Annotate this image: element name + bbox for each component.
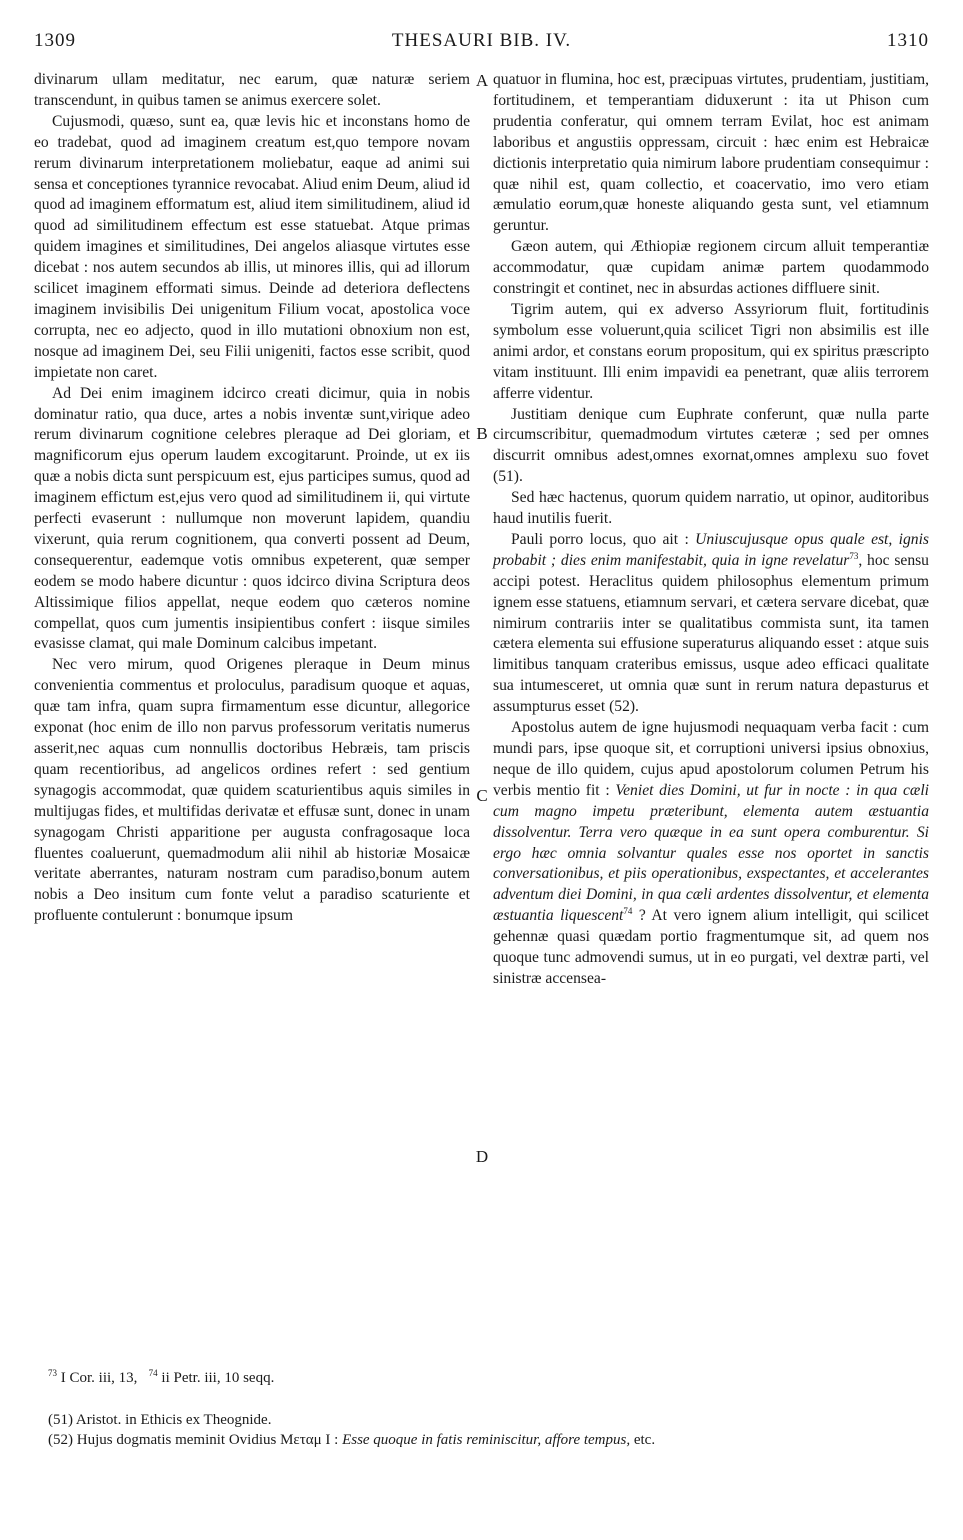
footnote-52 [48,1430,655,1450]
page-number-left: 1309 [34,30,76,51]
page-number-right: 1310 [887,30,929,51]
italic-quote: Uniuscujusque opus quale est, ignis probabit ; dies enim manifestabit, quia in igne revelatur [493,530,929,569]
paragraph: quatuor in flumina, hoc est, præcipuas virtutes, prudentiam, justitiam, fortitudinem, et temperantiam diduxerunt : ita ut Phison cum prudentia conferatur, qui omnem terram Evilat, hoc est animam laboribus et angustiis oppressam, circuit : hæc enim est Hebraicæ dictionis interpretatio quia nimirum labore prudentiam consequimur : quæ nihil est, quam collectio, et coacervatio, imo vero etiam æmulatio eorum,quæ honeste aliquando gesta sunt, vel etiamnum geruntur. [493,71,929,235]
footnote-ref: 73 [849,550,859,561]
editor-footnotes [48,1410,655,1450]
text-run: Pauli porro locus, quo ait : [511,530,696,548]
footnote-text: I Cor. iii, 13, [57,1370,138,1386]
footnote-number: 74 [148,1368,158,1378]
text-run: ? At vero ignem alium intelligit, qui scilicet gehennæ quasi quædam portio fragmentumque sit, ad quem nos quoque tunc admovendi sumus, ut in eo purgati, vel dextræ parti, vel sinistræ accensea- [493,907,929,987]
section-marker-d: D [475,1147,489,1166]
left-column [34,70,470,927]
text-run: (52) Hujus dogmatis meminit Ovidius Μεταμ I : [48,1432,343,1448]
paragraph: Ad Dei enim imaginem idcirco creati dicimur, quia in nobis dominatur ratio, qua duce, artes a nobis inventæ sunt,virique adeo rerum divinarum cognitione celebres pleraque ad Dei gloriam, et magnificorum ejus operum laudem excogitarunt. Proinde, ut ex iis quæ a nobis dicta sunt perspicuum est, ejus participes sumus, quod ad imaginem effictum est,ejus vero quod ad similitudinem ii, qui virtute perfecti evaserunt : nullumque non moverunt lapidem, quandiu vixerunt, quia rerum cognitionem, qua converti possent ad Deum, consequerentur, eademque votis omnibus expeterent, quæ semper eodem se modo habere dicuntur : quos idcirco divina Scriptura deos Altissimique filios appellat, neque eodem quo cæteros nomine compellat, quos cum jumentis insipientibus confert : iisque similes evasisse clamat, qui male Dominum calcibus impetant. [34,384,470,653]
paragraph: Cujusmodi, quæso, sunt ea, quæ levis hic et inconstans homo de eo tradebat, quod ad imaginem creatum est,quo tempore novam rerum divinarum interpretationem moliebatur, eaque ad animi sui sensa et conceptiones tyrannice revocabat. Aliud enim Deum, aliud id quod ad imaginem efformatum est, aliud item similitudinem, aliud id quod ad similitudinem effectum est esse statuebat. Atque primas quidem imagines et similitudines, Dei angelos aliasque virtutes esse dicebat : nos autem secundos ab illis, ut minores illis, qui ad illorum scilicet imaginem efformati simus. Deinde ad deteriora deflectens imaginem invisibilis Dei unigenitum Filium vocat, apostolica voce corrupta, nec eo adjecto, quod in illo mutationi obnoxium non est, nosque ad imaginem Dei, seu Filii unigeniti, factos esse scribit, quod impietate non caret. [34,112,470,381]
paragraph: Nec vero mirum, quod Origenes pleraque in Deum minus convenientia commentus et proloculus, paradisum quoque et aquas, quæ tam infra, quam supra firmamentum esse dicuntur, allegorice exponat (hoc enim de illo non parvus professorum veritatis numerus asserit,nec aquas cum nonnullis doctoribus Hebræis, tam priscis quam recentioribus, ad angelicos ordines refert : sed gentium synagogis accommodat, quæ quidem scaturientibus aquis similes in multijugas fides, et multifidas derivatæ et effusæ sunt, donec in unam synagogam Christi apparitione per augusta confragosaque loca fluentes coaluerunt, quemadmodum alii nihil ab historiæ Mosaicæ veritate aberrantes, naturam nostram cum paradiso,bonum autem nobis a Deo insitum cum fonte velut a paradiso scaturiente et profluente contulerunt : bonumque ipsum [34,656,470,925]
section-marker-c: C [476,786,488,805]
section-marker-b: B [476,424,488,443]
paragraph: Gæon autem, qui Æthiopiæ regionem circum alluit temperantiæ accommodatur, quæ cupidam animæ partem quodammodo constringit et continet, nec in absurdas actiones diffluere sinit. [493,238,929,298]
footnote-ref: 74 [623,906,633,917]
paragraph: Tigrim autem, qui ex adverso Assyriorum fluit, fortitudinis symbolum esse voluerunt,quia scilicet Tigri non absimilis est ille animi ardor, et constans eorum propositum, qui ex spiritus præscripto vitam instituunt. Illi enim impavidi ea penetrant, quæ aliis terrorem afferre videntur. [493,300,929,402]
right-column [493,70,929,990]
text-run: etc. [630,1432,656,1448]
paragraph [493,530,929,718]
scripture-footnotes [48,1370,274,1387]
text-run: Apostolus autem de igne hujusmodi nequaquam verba facit : cum mundi pars, ipse quoque sit, et corruptioni universi ipsius obnoxius, neque de illo quidem, cujus apud apostolorum columen Petrum his verbis mentio fit : [493,719,929,799]
paragraph: Sed hæc hactenus, quorum quidem narratio, ut opinor, auditoribus haud inutilis fuerit. [493,489,929,528]
paragraph [493,718,929,990]
section-marker-a: A [475,71,489,90]
running-title: THESAURI BIB. IV. [391,30,572,51]
text-run: , hoc sensu accipi potest. Heraclitus quidem philosophus elementum primum ignem esse statuens, etiamnum servari, et cætera servare dicebat, quæ nimirum contrariis inter se qualitatibus commista sunt, ita tamen cætera elementa sui effusione superaturus aliquando esset : atque suis limitibus tanquam crateribus emissus, usque adeo efficaci qualitate sua intumesceret, ut omnia quæ sunt in rerum natura depasturus et assumpturus esset (52). [493,551,929,716]
paragraph: divinarum ullam meditatur, nec earum, quæ naturæ seriem transcendunt, in quibus tamen se animus exercere solet. [34,71,470,109]
page-header [34,30,929,56]
paragraph: Justitiam denique cum Euphrate conferunt, quæ nulla parte circumscribitur, quemadmodum virtutes cæteræ ; sed per omnes discurrit omnibus adest,omnes exornat,omnes amplexu suo fovet (51). [493,405,929,486]
italic-quote: Esse quoque in fatis reminiscitur, affore tempus, [342,1432,631,1448]
footnote-text: ii Petr. iii, 10 seqq. [157,1370,275,1386]
italic-quote: Veniet dies Domini, ut fur in nocte : in qua cæli cum magno impetu præteribunt, elementa autem æstuantia dissolventur. Terra vero quæque in ea sunt opera comburentur. Si ergo hæc omnia solvantur quales esse nos oportet in sanctis conversationibus, et piis operationibus, exspectantes, et accelerantes adventum diei Domini, in qua cæli ardentes dissolventur, et elementa æstuantia liquescent [493,781,929,925]
footnote-number: 73 [48,1368,57,1378]
footnote-51: (51) Aristot. in Ethicis ex Theognide. [48,1412,272,1428]
